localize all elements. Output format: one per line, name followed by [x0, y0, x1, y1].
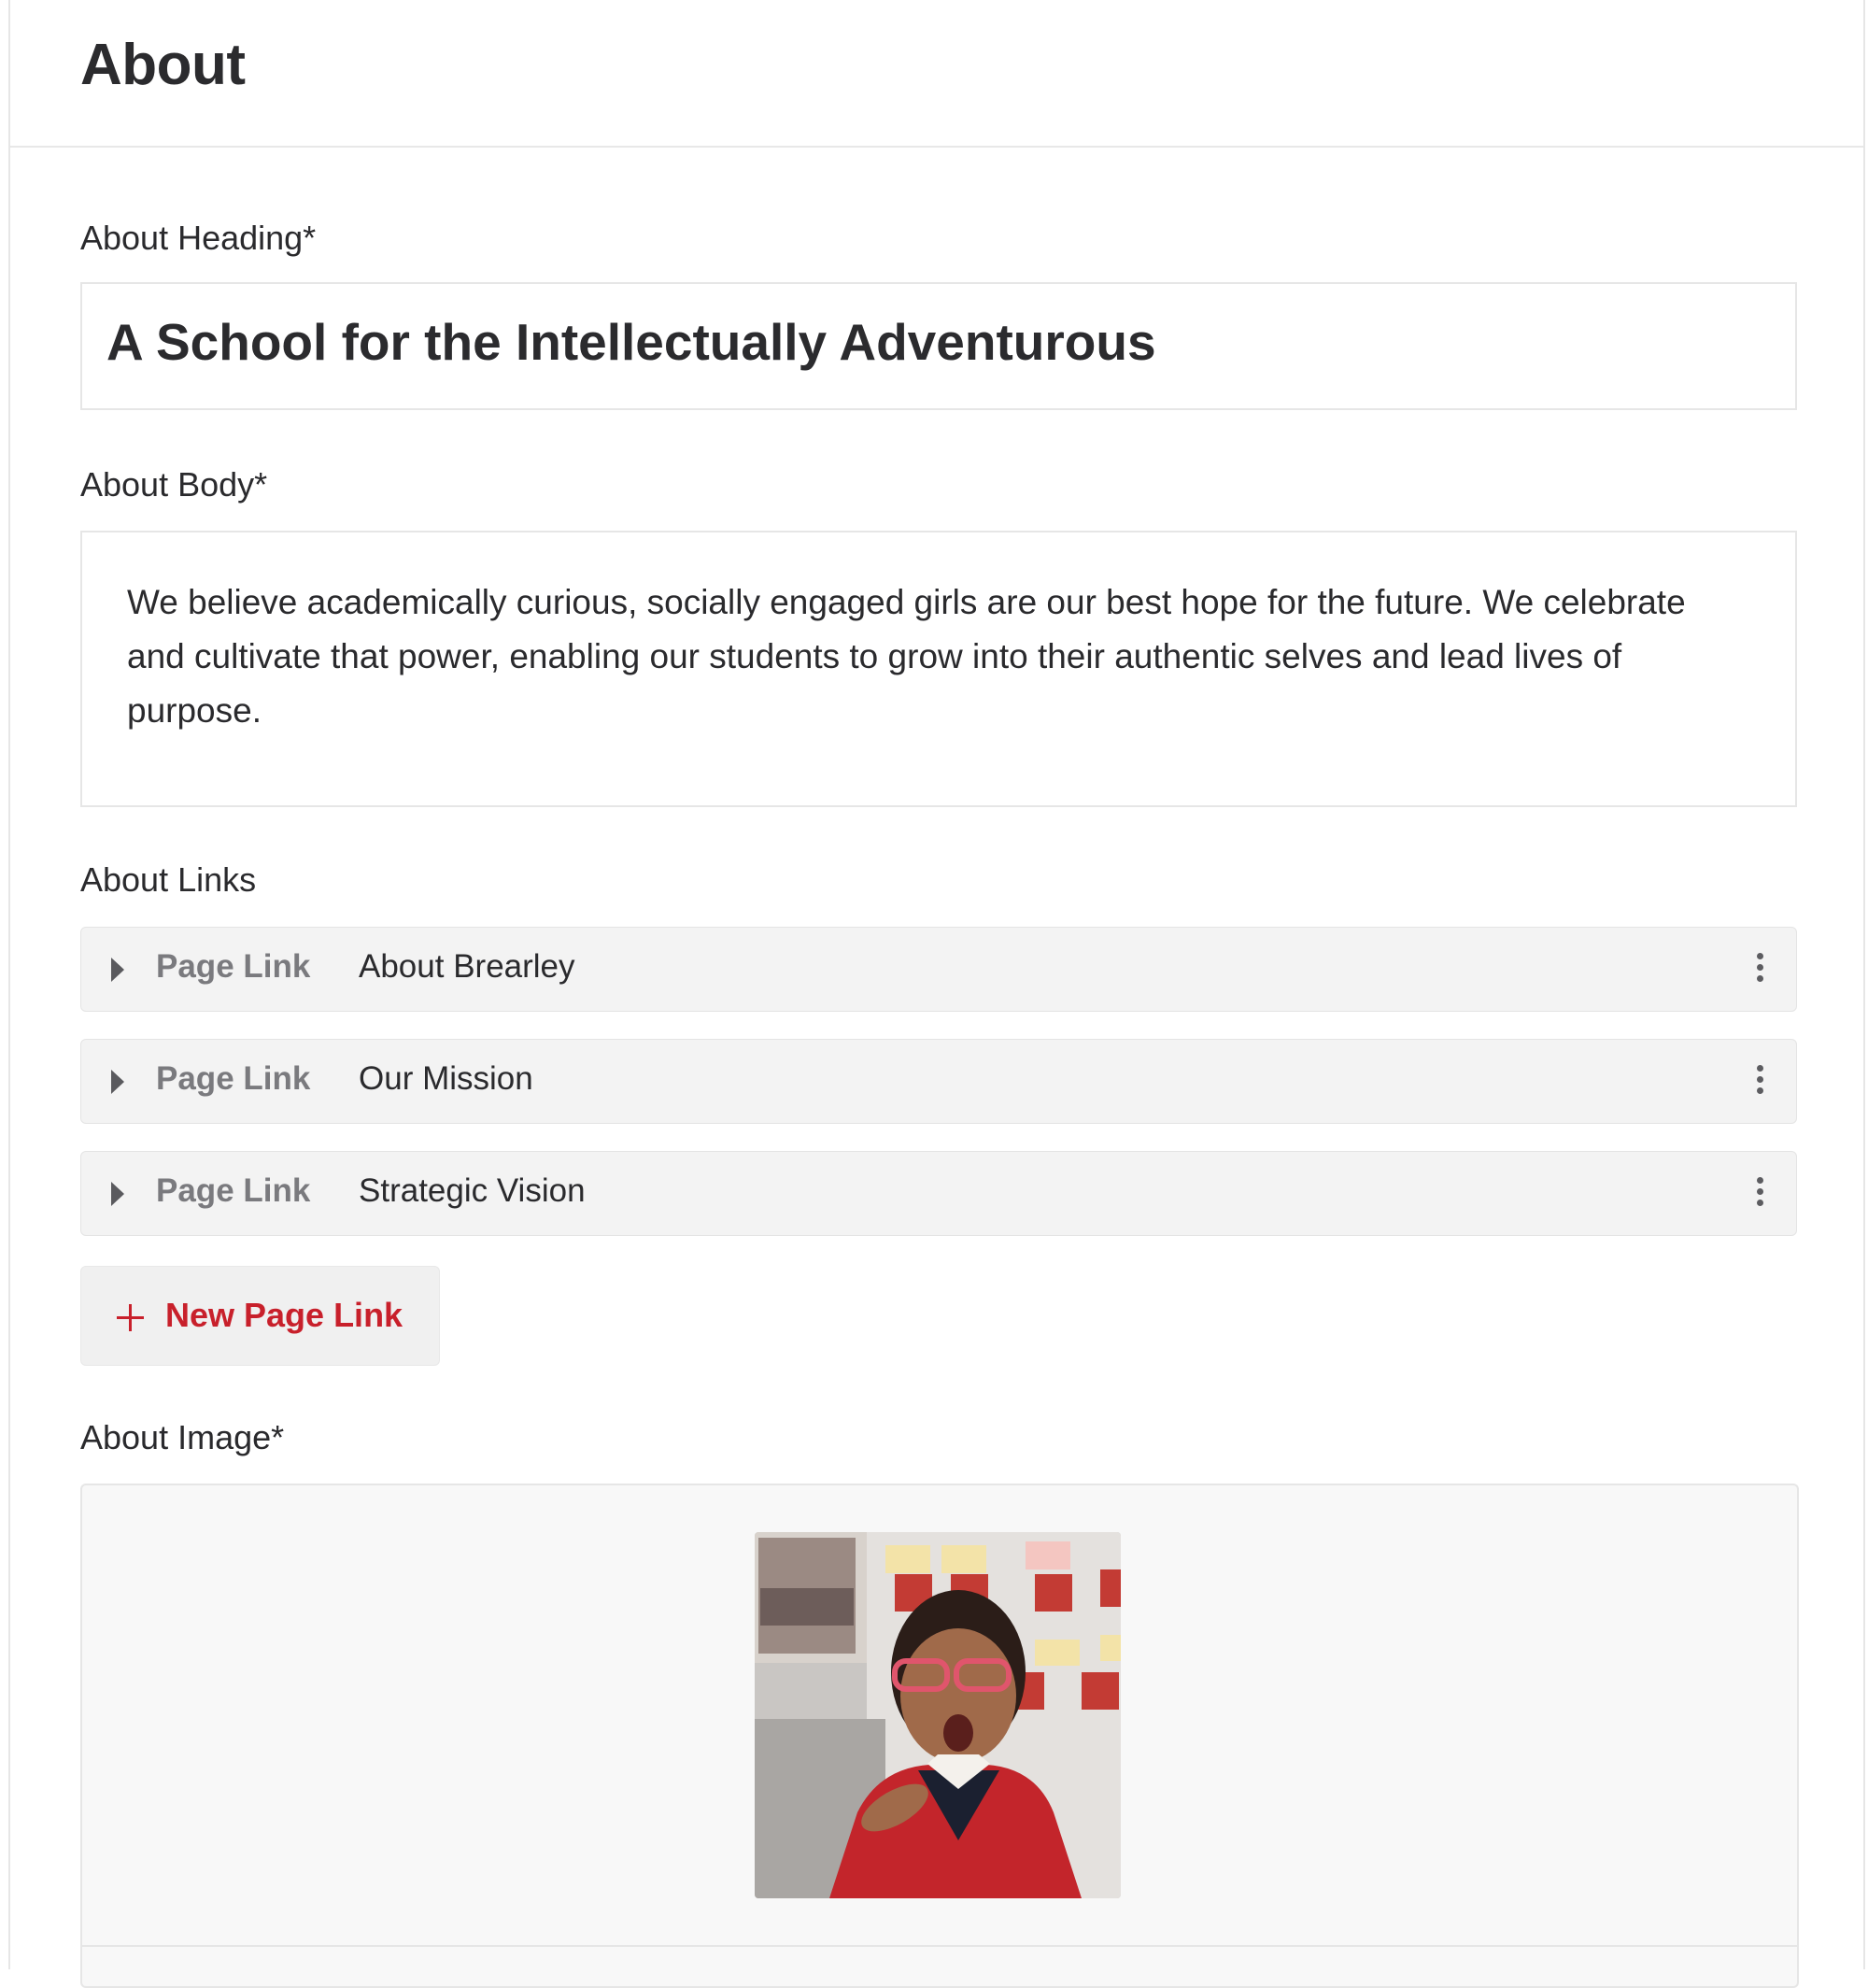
caret-right-icon[interactable]	[111, 1070, 124, 1094]
page-link-row[interactable]	[80, 927, 1797, 1012]
page-title: About	[80, 33, 246, 97]
about-links-label: About Links	[80, 860, 257, 899]
new-page-link-button[interactable]	[80, 1266, 440, 1366]
link-type-label: Page Link	[156, 1060, 311, 1097]
about-heading-input[interactable]: A School for the Intellectually Adventurous	[80, 282, 1797, 410]
photo-illustration	[755, 1532, 1121, 1898]
new-page-link-label: New Page Link	[165, 1296, 403, 1334]
about-image-thumbnail[interactable]	[755, 1532, 1121, 1898]
panel-header	[10, 0, 1863, 148]
about-image-label: About Image*	[80, 1418, 285, 1456]
kebab-menu-icon[interactable]	[1757, 1177, 1764, 1211]
page-link-row[interactable]	[80, 1039, 1797, 1124]
about-heading-label: About Heading*	[80, 219, 317, 257]
link-title: Our Mission	[359, 1060, 533, 1097]
about-image-field[interactable]	[80, 1484, 1799, 1988]
kebab-menu-icon[interactable]	[1757, 1065, 1764, 1099]
image-field-divider	[82, 1945, 1797, 1947]
link-type-label: Page Link	[156, 1172, 311, 1209]
link-title: About Brearley	[359, 948, 575, 985]
link-title: Strategic Vision	[359, 1172, 586, 1209]
link-type-label: Page Link	[156, 948, 311, 985]
about-body-input[interactable]: We believe academically curious, socially engaged girls are our best hope for the future. We celebrate and cultivate that power, enabling our students to grow into their authentic selves and lead lives of purpose.	[80, 531, 1797, 807]
caret-right-icon[interactable]	[111, 958, 124, 982]
about-body-label: About Body*	[80, 465, 268, 504]
caret-right-icon[interactable]	[111, 1182, 124, 1206]
about-panel	[8, 0, 1865, 1969]
kebab-menu-icon[interactable]	[1757, 953, 1764, 987]
plus-icon	[117, 1304, 144, 1331]
page-link-row[interactable]	[80, 1151, 1797, 1236]
